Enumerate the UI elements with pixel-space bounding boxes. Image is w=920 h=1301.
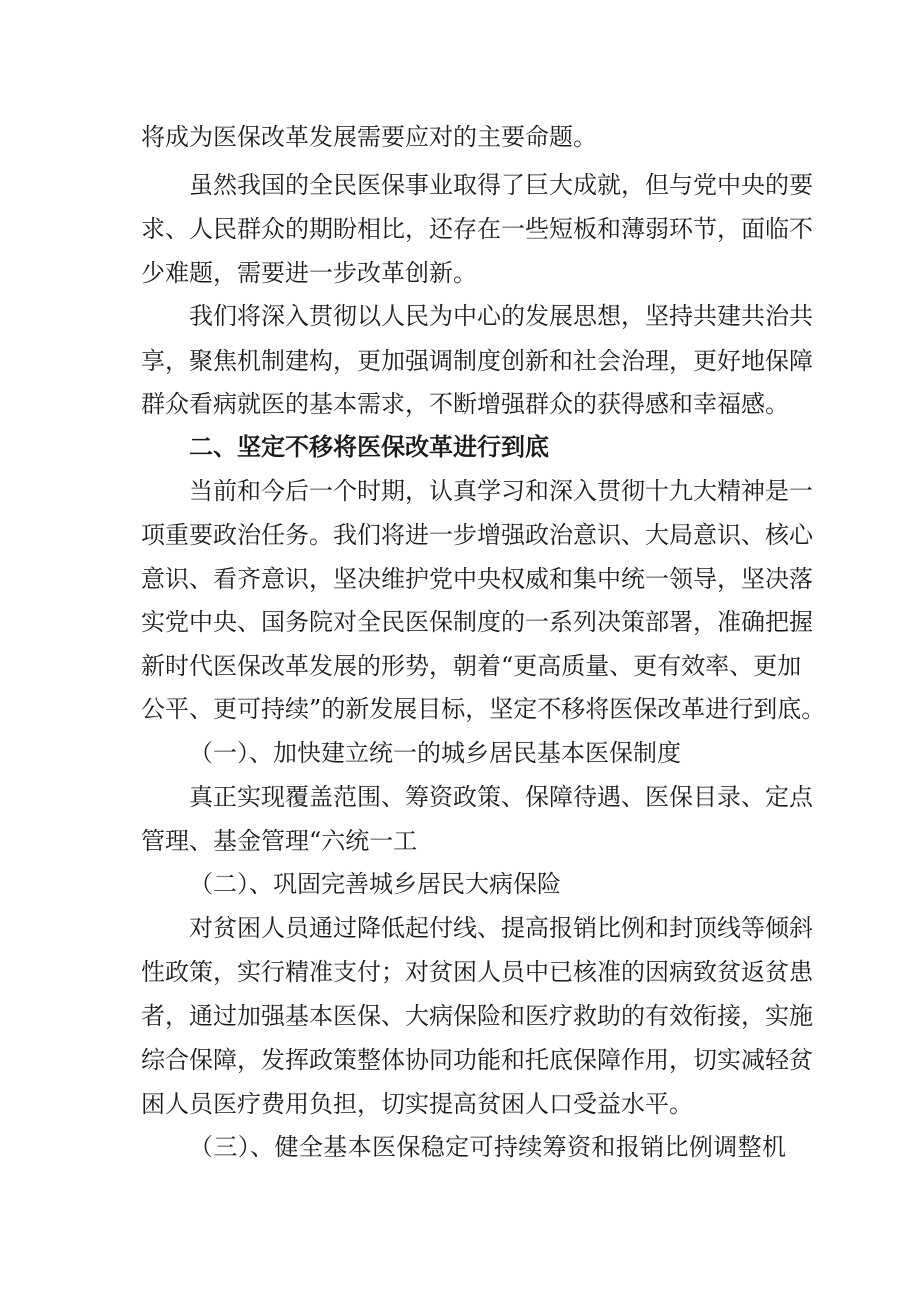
subsection-title: （三）、健全基本医保稳定可持续筹资和报销比例调整机	[189, 1133, 786, 1161]
paragraph-line: 享，聚焦机制建构，更加强调制度创新和社会治理，更好地保障	[141, 347, 813, 375]
subsection-title: （二）、巩固完善城乡居民大病保险	[189, 870, 561, 898]
paragraph-line: 综合保障，发挥政策整体协同功能和托底保障作用，切实减轻贫	[141, 1046, 813, 1074]
paragraph-line: 项重要政治任务。我们将进一步增强政治意识、大局意识、核心	[141, 521, 813, 549]
paragraph-line: 真正实现覆盖范围、筹资政策、保障待遇、医保目录、定点	[189, 783, 813, 811]
paragraph-line: 对贫困人员通过降低起付线、提高报销比例和封顶线等倾斜	[189, 914, 813, 942]
paragraph-line: 公平、更可持续”的新发展目标，坚定不移将医保改革进行到底。	[141, 695, 826, 723]
paragraph-line: 群众看病就医的基本需求，不断增强群众的获得感和幸福感。	[141, 390, 789, 418]
paragraph-line: 求、人民群众的期盼相比，还存在一些短板和薄弱环节，面临不	[141, 215, 813, 243]
paragraph-line: 管理、基金管理“六统一工	[141, 827, 418, 855]
paragraph-line: 实党中央、国务院对全民医保制度的一系列决策部署，准确把握	[141, 608, 813, 636]
paragraph-line: 者，通过加强基本医保、大病保险和医疗救助的有效衔接，实施	[141, 1002, 813, 1030]
paragraph-line: 性政策，实行精准支付；对贫困人员中已核准的因病致贫返贫患	[141, 958, 813, 986]
paragraph-line: 我们将深入贯彻以人民为中心的发展思想，坚持共建共治共	[189, 302, 813, 330]
paragraph-line: 少难题，需要进一步改革创新。	[141, 259, 477, 287]
paragraph-line: 意识、看齐意识，坚决维护党中央权威和集中统一领导，坚决落	[141, 565, 813, 593]
paragraph-line: 困人员医疗费用负担，切实提高贫困人口受益水平。	[141, 1090, 693, 1118]
paragraph-line: 将成为医保改革发展需要应对的主要命题。	[141, 123, 597, 151]
paragraph-line: 新时代医保改革发展的形势，朝着“更高质量、更有效率、更加	[141, 652, 802, 680]
paragraph-line: 当前和今后一个时期，认真学习和深入贯彻十九大精神是一	[189, 477, 813, 505]
section-heading: 二、坚定不移将医保改革进行到底	[189, 433, 549, 461]
paragraph-line: 虽然我国的全民医保事业取得了巨大成就，但与党中央的要	[189, 171, 813, 199]
subsection-title: （一）、加快建立统一的城乡居民基本医保制度	[189, 739, 681, 767]
